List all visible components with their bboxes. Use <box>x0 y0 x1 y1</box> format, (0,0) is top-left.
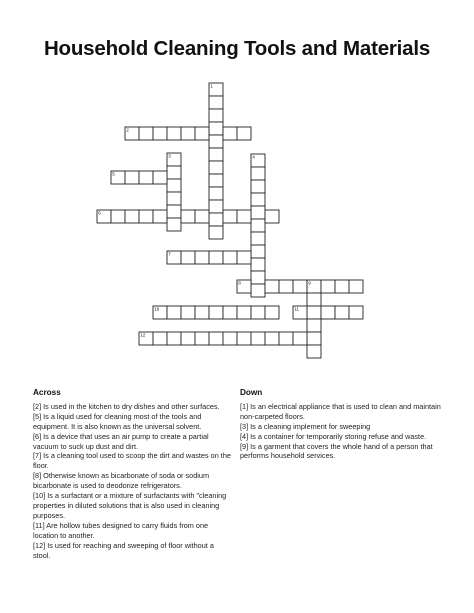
grid-cell[interactable] <box>111 210 125 223</box>
across-clue-12: [12] Is used for reaching and sweeping of floor without a stool. <box>33 540 214 560</box>
grid-cell[interactable] <box>139 127 153 140</box>
grid-cell[interactable] <box>251 271 265 284</box>
grid-cell[interactable] <box>125 171 139 184</box>
down-heading: Down <box>240 388 263 397</box>
grid-cell[interactable] <box>251 206 265 219</box>
grid-cell[interactable] <box>139 210 153 223</box>
grid-cell[interactable] <box>237 332 251 345</box>
grid-cell[interactable] <box>265 332 279 345</box>
grid-cell[interactable] <box>125 210 139 223</box>
grid-cell[interactable] <box>335 280 349 293</box>
grid-cell[interactable] <box>167 205 181 218</box>
grid-cell[interactable] <box>223 332 237 345</box>
clue-number-9: 9 <box>308 280 311 286</box>
grid-cell[interactable] <box>167 127 181 140</box>
grid-cell[interactable] <box>209 109 223 122</box>
grid-cell[interactable] <box>209 213 223 226</box>
across-clue-6: [6] Is a device that uses an air pump to create a partial vacuum to suck up dust and dirt. <box>33 431 209 451</box>
grid-cell[interactable] <box>293 332 307 345</box>
clue-number-8: 8 <box>238 280 241 286</box>
clue-number-7: 7 <box>168 251 171 257</box>
clue-number-10: 10 <box>154 306 160 312</box>
grid-cell[interactable] <box>181 332 195 345</box>
grid-cell[interactable] <box>139 171 153 184</box>
grid-cell[interactable] <box>307 345 321 358</box>
grid-cell[interactable] <box>251 180 265 193</box>
clue-number-11: 11 <box>294 306 299 312</box>
across-clue-2: [2] Is used in the kitchen to dry dishes and other surfaces. <box>33 401 220 411</box>
grid-cell[interactable] <box>195 332 209 345</box>
down-clues <box>240 388 445 461</box>
grid-cell[interactable] <box>237 210 251 223</box>
grid-cell[interactable] <box>209 200 223 213</box>
grid-cell[interactable] <box>251 306 265 319</box>
grid-cell[interactable] <box>209 251 223 264</box>
across-heading: Across <box>33 388 61 397</box>
grid-cell[interactable] <box>251 284 265 297</box>
grid-cell[interactable] <box>153 332 167 345</box>
clue-number-3: 3 <box>168 153 171 159</box>
grid-cell[interactable] <box>209 187 223 200</box>
grid-cell[interactable] <box>209 174 223 187</box>
grid-cell[interactable] <box>223 210 237 223</box>
clue-number-5: 5 <box>112 171 115 177</box>
clue-number-12: 12 <box>140 332 146 338</box>
grid-cell[interactable] <box>209 332 223 345</box>
grid-cell[interactable] <box>349 280 363 293</box>
grid-cell[interactable] <box>265 210 279 223</box>
grid-cell[interactable] <box>181 210 195 223</box>
grid-cell[interactable] <box>209 96 223 109</box>
grid-cell[interactable] <box>251 219 265 232</box>
grid-cell[interactable] <box>195 127 209 140</box>
down-clue-4: [4] Is a container for temporarily storing refuse and waste. <box>240 431 427 441</box>
grid-cell[interactable] <box>181 306 195 319</box>
grid-cell[interactable] <box>237 306 251 319</box>
grid-cell[interactable] <box>167 179 181 192</box>
across-clue-7: [7] Is a cleaning tool used to scoop the dirt and wastes on the floor. <box>33 451 231 471</box>
grid-cell[interactable] <box>223 127 237 140</box>
grid-cell[interactable] <box>209 135 223 148</box>
grid-cell[interactable] <box>321 280 335 293</box>
clue-number-6: 6 <box>98 210 101 216</box>
grid-cell[interactable] <box>251 193 265 206</box>
grid-cell[interactable] <box>167 332 181 345</box>
down-clue-1: [1] Is an electrical appliance that is used to clean and maintain non-carpeted floors. <box>240 401 441 421</box>
grid-cell[interactable] <box>167 166 181 179</box>
grid-cell[interactable] <box>209 161 223 174</box>
grid-cell[interactable] <box>307 293 321 306</box>
grid-cell[interactable] <box>167 218 181 231</box>
grid-cell[interactable] <box>209 148 223 161</box>
across-clue-8: [8] Otherwise known as bicarbonate of soda or sodium bicarbonate is used to deodorize refrigerators. <box>33 471 210 491</box>
down-clue-9: [9] Is a garment that covers the whole hand of a person that performs household services. <box>240 441 433 461</box>
grid-cell[interactable] <box>153 210 167 223</box>
page-title: Household Cleaning Tools and Materials <box>43 37 431 60</box>
grid-cell[interactable] <box>223 251 237 264</box>
down-clue-3: [3] Is a cleaning implement for sweeping <box>240 421 371 431</box>
grid-cell[interactable] <box>307 306 321 319</box>
grid-cell[interactable] <box>321 306 335 319</box>
grid-cell[interactable] <box>349 306 363 319</box>
grid-cell[interactable] <box>167 306 181 319</box>
clue-number-2: 2 <box>126 127 129 133</box>
grid-cell[interactable] <box>279 332 293 345</box>
grid-cell[interactable] <box>153 127 167 140</box>
grid-cell[interactable] <box>195 251 209 264</box>
grid-cell[interactable] <box>195 306 209 319</box>
grid-cell[interactable] <box>293 280 307 293</box>
grid-cell[interactable] <box>335 306 349 319</box>
grid-cell[interactable] <box>167 192 181 205</box>
grid-cell[interactable] <box>209 122 223 135</box>
across-clue-5: [5] Is a liquid used for cleaning most of the tools and equipment. It is also known as the universal solvent. <box>33 411 202 431</box>
grid-cell[interactable] <box>251 258 265 271</box>
across-clues <box>33 388 233 560</box>
grid-cell[interactable] <box>181 251 195 264</box>
grid-cell[interactable] <box>251 332 265 345</box>
grid-cell[interactable] <box>237 127 251 140</box>
grid-cell[interactable] <box>209 226 223 239</box>
grid-cell[interactable] <box>251 167 265 180</box>
grid-cell[interactable] <box>209 306 223 319</box>
grid-cell[interactable] <box>307 332 321 345</box>
grid-cell[interactable] <box>251 245 265 258</box>
clue-number-4: 4 <box>252 154 255 160</box>
clue-number-1: 1 <box>210 83 213 89</box>
grid-cell[interactable] <box>237 251 251 264</box>
grid-cell[interactable] <box>251 232 265 245</box>
grid-cell[interactable] <box>265 280 279 293</box>
grid-cell[interactable] <box>307 319 321 332</box>
grid-cell[interactable] <box>265 306 279 319</box>
grid-cell[interactable] <box>223 306 237 319</box>
grid-cell[interactable] <box>153 171 167 184</box>
grid-cell[interactable] <box>279 280 293 293</box>
grid-cell[interactable] <box>181 127 195 140</box>
across-clue-11: [11] Are hollow tubes designed to carry fluids from one location to another. <box>33 520 209 540</box>
across-clue-10: [10] Is a surfactant or a mixture of surfactants with "cleaning properties in diluted solutions that is also used in cleaning purposes. <box>33 491 227 520</box>
grid-cell[interactable] <box>195 210 209 223</box>
